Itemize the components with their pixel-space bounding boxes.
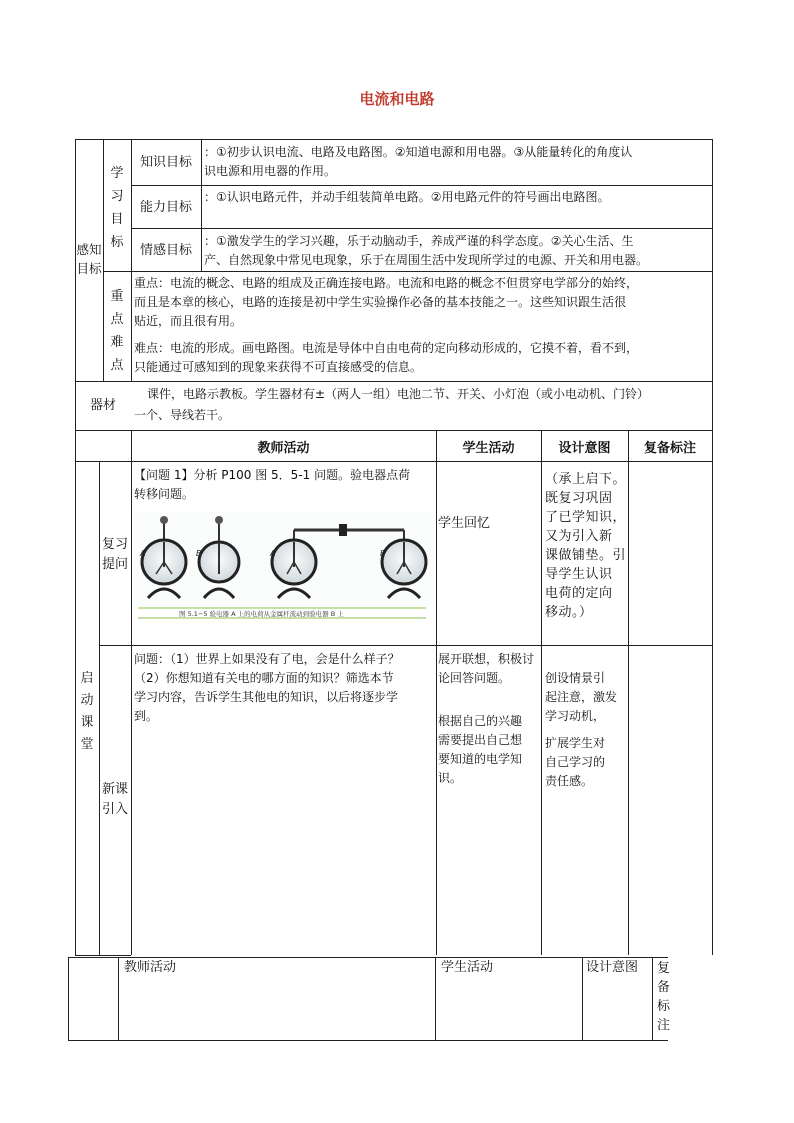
review-teacher-line-1: 【问题 1】分析 P100 图 5．5-1 问题。验电器点荷 [134, 468, 411, 482]
ability-goal-label: 能力目标 [140, 200, 193, 215]
ability-goal-text: ：①认识电路元件，并动手组装简单电路。②用电路元件的符号画出电路图。 [204, 190, 610, 204]
figure-caption: 图 5.1−5 验电器 A 上的电荷从金属杆流动到验电器 B 上 [179, 610, 344, 618]
label-b-1: B [196, 549, 202, 558]
review-label: 复习 提问 [101, 537, 128, 572]
emotion-goal-text-2: 产、自然现象中常见电现象，乐于在周围生活中发现所学过的电源、开关和用电器。 [204, 253, 649, 267]
label-b-2: B [380, 549, 386, 558]
key-points-line-1: 重点：电流的概念、电路的组成及正确连接电路。电流和电路的概念不但贯穿电学部分的始终， [134, 276, 639, 290]
header-design-intent: 设计意图 [558, 441, 611, 456]
review-design: （承上启下。 既复习巩固 了已学知识， 又为引入新 课做铺垫。引 导学生认识 电荷的定向 移动。） [545, 472, 627, 620]
bottom-teacher: 教师活动 [124, 960, 177, 975]
knowledge-goal-label: 知识目标 [140, 155, 193, 170]
intro-design-a: 创设情景引 起注意，激发 学习动机， [545, 671, 618, 723]
review-student: 学生回忆 [438, 516, 491, 531]
review-teacher-line-2: 转移问题。 [134, 487, 195, 501]
intro-teacher: 问题：（1）世界上如果没有了电，会是什么样子？ （2）你想知道有关电的哪方面的知识？筛选本节 学习内容，告诉学生其他电的知识，以后将逐步学 到。 [134, 652, 400, 723]
key-points-label: 重 点 难 点 [110, 289, 124, 373]
goals-section-label: 感知 目标 [76, 242, 102, 276]
knowledge-goal-text-1: ：①初步认识电流、电路及电路图。②知道电源和用电器。③从能量转化的角度认 [204, 145, 633, 159]
key-points-line-3: 贴近，而且很有用。 [134, 314, 243, 328]
learning-goals-label: 学 习 目 标 [110, 166, 124, 250]
equipment-label: 器材 [90, 398, 117, 413]
bottom-student: 学生活动 [441, 960, 494, 975]
difficulty-line-1: 难点：电流的形成。画电路图。电流是导体中自由电荷的定向移动形成的，它摸不着，看不到， [134, 341, 639, 355]
lesson-section-label: 启 动 课 堂 [80, 671, 94, 752]
electroscope-figure [134, 512, 434, 622]
bottom-notes: 复 备 标 注 [657, 961, 671, 1033]
emotion-goal-label: 情感目标 [140, 243, 193, 258]
intro-design-b: 扩展学生对 自己学习的 责任感。 [545, 736, 606, 788]
emotion-goal-text-1: ：①激发学生的学习兴趣，乐于动脑动手，养成严谨的科学态度。②关心生活、生 [204, 234, 634, 248]
bottom-design: 设计意图 [586, 960, 639, 975]
header-teacher-activity: 教师活动 [257, 441, 310, 456]
difficulty-line-2: 只能通过可感知到的现象来获得不可直接感受的信息。 [134, 360, 423, 374]
page-title: 电流和电路 [359, 90, 435, 108]
intro-student-a: 展开联想，积极讨 论回答问题。 [438, 652, 535, 685]
label-a-2: A [270, 549, 276, 558]
key-points-line-2: 而且是本章的核心，电路的连接是初中学生实验操作必备的基本技能之一。这些知识跟生活很 [134, 295, 627, 309]
equipment-text-2: 一个、导线若干。 [134, 408, 231, 422]
label-a-1: A [140, 549, 146, 558]
equipment-text-1: 课件，电路示教板。学生器材有±（两人一组）电池二节、开关、小灯泡（或小电动机、门铃） [147, 387, 650, 401]
header-notes: 复备标注 [643, 441, 696, 456]
knowledge-goal-text-2: 识电源和用电器的作用。 [204, 164, 337, 178]
intro-label: 新课 引入 [101, 782, 128, 817]
intro-student-b: 根据自己的兴趣 需要提出自己想 要知道的电学知 识。 [438, 714, 523, 785]
header-student-activity: 学生活动 [462, 441, 515, 456]
